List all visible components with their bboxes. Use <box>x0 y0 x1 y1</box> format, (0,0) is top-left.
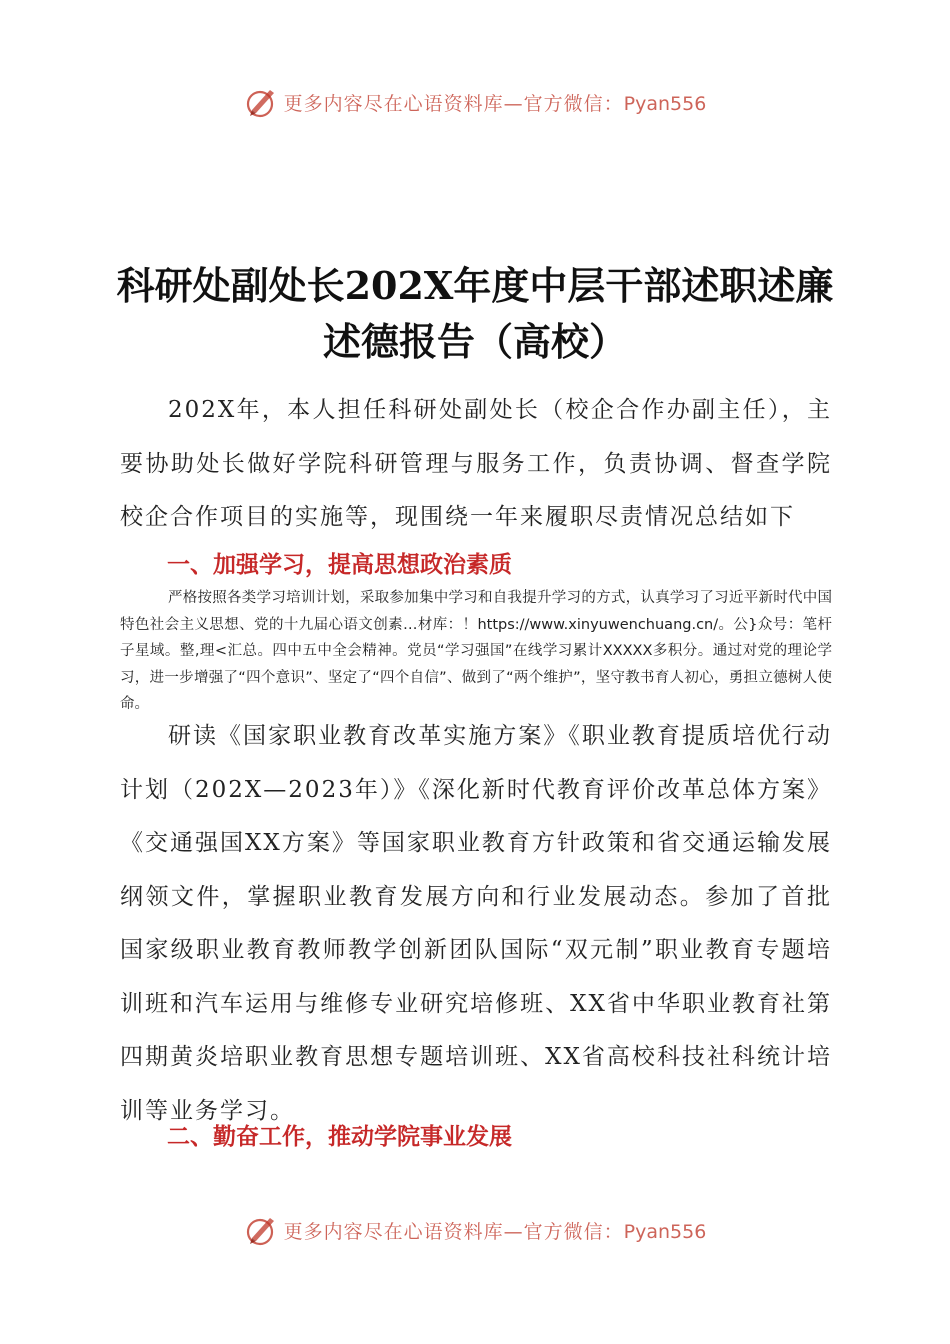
wechat-id: Pyan556 <box>623 92 707 115</box>
section-1-paragraph-2: 研读《国家职业教育改革实施方案》《职业教育提质培优行动计划（202X—2023年）》《深化新时代教育评价改革总体方案》《交通强国XX方案》等国家职业教育方针政策和省交通运输发展纲领文件，掌握职业教育发展方向和行业发展动态。参加了首批国家级职业教育教师教学创新团队国际“双元制”职业教育专题培训班和汽车运用与维修专业研究培修班、XX省中华职业教育社第四期黄炎培职业教育思想专题培训班、XX省高校科技社科统计培训等业务学习。 <box>120 723 832 1124</box>
watermark-footer <box>0 1210 950 1250</box>
watermark-header <box>0 82 950 122</box>
document-title: 科研处副处长202X年度中层干部述职述廉述德报告（高校） <box>116 263 834 364</box>
watermark-text: 更多内容尽在心语资料库—官方微信：Pyan556 <box>283 1220 707 1243</box>
section-2-heading: 二、勤奋工作，推动学院事业发展 <box>167 1124 512 1150</box>
wechat-id: Pyan556 <box>623 1220 707 1243</box>
pen-logo-icon <box>244 84 280 120</box>
section-1-small-paragraph: 严格按照各类学习培训计划，采取参加集中学习和自我提升学习的方式，认真学习了习近平新时代中国特色社会主义思想、党的十九届心语文创素…材库：！https://www.xinyuwenchuang.cn/。公}众号：笔杆子星域。整,理<汇总。四中五中全会精神。党员“学习强国”在线学习累计XXXXX多积分。通过对党的理论学习，进一步增强了“四个意识”、坚定了“四个自信”、做到了“两个维护”，坚守教书育人初心，勇担立德树人使命。 <box>120 590 832 712</box>
pen-logo-icon <box>244 1212 280 1248</box>
intro-paragraph: 202X年，本人担任科研处副处长（校企合作办副主任），主要协助处长做好学院科研管理与服务工作，负责协调、督查学院校企合作项目的实施等，现围绕一年来履职尽责情况总结如下 <box>120 397 832 530</box>
section-1-heading: 一、加强学习，提高思想政治素质 <box>167 552 512 578</box>
watermark-text: 更多内容尽在心语资料库—官方微信：Pyan556 <box>283 92 707 115</box>
